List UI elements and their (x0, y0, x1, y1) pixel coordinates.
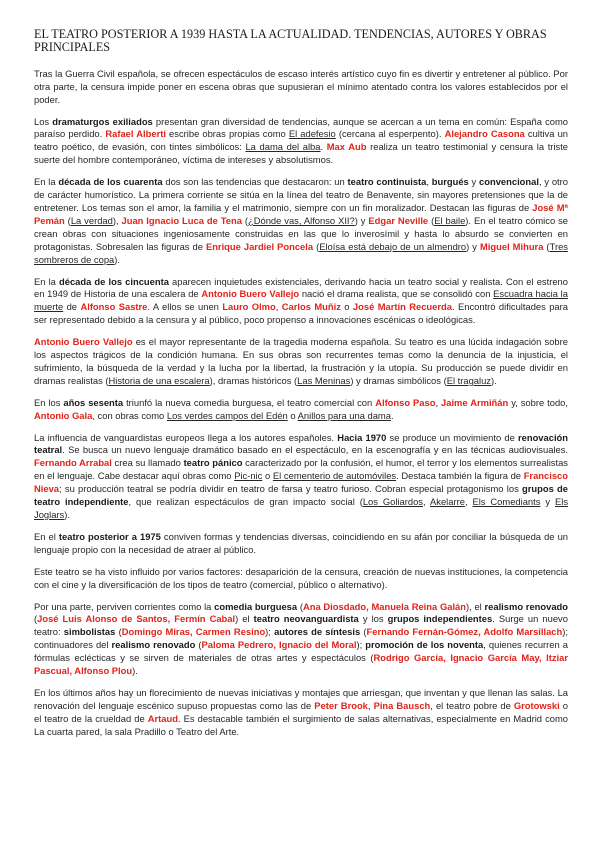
text-run: . (390, 409, 394, 421)
paragraph-ultimos-anos (34, 687, 568, 739)
key-term: burgués (431, 176, 469, 188)
author-name: Enrique Jardiel Poncela (205, 240, 314, 252)
text-run: aparecen inquietudes existenciales, derivando hacia un teatro social y realista. Con el estreno en 1949 de Historia de una escalera de (34, 275, 568, 300)
key-term: convencional (479, 176, 539, 188)
paragraph-posterior-1975 (34, 531, 568, 557)
text-run: , que realizan espectáculos de gran impacto social ( (128, 496, 363, 508)
author-name: Paloma Pedrero, Ignacio del Moral (201, 639, 357, 651)
text-run: ); (356, 639, 366, 651)
text-run: crea su llamado (111, 457, 184, 469)
text-run: , (426, 176, 432, 188)
text-run: Este teatro se ha visto influido por varios factores: desaparición de la censura, creación de nuevas instituciones, la competencia con el cine y la diversificación de los tipos de teatro (comercial, público o alternativo). (34, 565, 568, 590)
key-term: renovación teatral (34, 431, 568, 456)
key-term: Hacia 1970 (337, 431, 387, 443)
text-run: ( (115, 626, 122, 638)
author-name: Pina Bausch (373, 699, 431, 711)
text-run: ( (195, 639, 202, 651)
text-run: ( (360, 626, 367, 638)
author-name: Juan Ignacio Luca de Tena (121, 214, 242, 226)
author-name: Domingo Miras, Carmen Resino (121, 626, 266, 638)
text-run: , con obras como (92, 409, 167, 421)
author-name: José Mª Pemán (34, 201, 568, 226)
text-run: ) y (466, 240, 480, 252)
text-run: , y otro de carácter humorístico. La primera corriente se sitúa en la línea del teatro de Benavente, sin mayores pretensiones que la de entretener. Los temas son el amor, la familia y el matrimonio, siempre con un fin moralizador. Destacan las figuras de (34, 176, 568, 213)
key-term: grupos independientes (387, 613, 493, 625)
author-name: Alfonso Sastre (80, 301, 148, 313)
text-run: ( (543, 240, 550, 252)
text-run: y (468, 176, 480, 188)
text-run: En la (34, 275, 59, 287)
text-run: En los últimos años hay un florecimiento de nuevas iniciativas y montajes que arriesgan, que inventan y que llenan las salas. La renovación del lenguaje escénico supuso propuestas como las de (34, 686, 568, 711)
text-run: ), dramas históricos ( (209, 374, 298, 386)
author-name: Edgar Neville (368, 214, 429, 226)
text-run: , (423, 496, 431, 508)
key-term: simbolistas (63, 626, 116, 638)
work-title: El cementerio de automóviles (272, 470, 397, 482)
text-run: realiza un teatro testimonial y censura la triste suerte del hombre contemporáneo, víctima de intereses y absolutismos. (34, 141, 569, 166)
author-name: Fernando Fernán-Gómez, Adolfo Marsillach (366, 626, 563, 638)
author-name: Ana Diosdado, Manuela Reina Galán (302, 600, 467, 612)
text-run: ( (297, 600, 303, 612)
paragraph-factores (34, 566, 568, 592)
author-name: José Martín Recuerda (352, 301, 452, 313)
text-run: ), (112, 214, 122, 226)
author-name: Antonio Buero Vallejo (201, 288, 300, 300)
text-run: . Destaca también la figura de (396, 470, 524, 482)
key-term: teatro neovanguardista (253, 613, 359, 625)
key-term: teatro posterior a 1975 (58, 530, 161, 542)
author-name: Rafael Alberti (105, 128, 166, 140)
paragraph-cuarenta (34, 176, 568, 266)
text-run: . (320, 141, 327, 153)
text-run: caracterizado por la confusión, el humor, el terror y los elementos surrealistas en el lenguaje. Cabe destacar aquí obras como (34, 457, 568, 482)
document-page (34, 28, 568, 748)
text-run: . Es destacable también el surgimiento de salas alternativas, especialmente en Madrid como La cuarta pared, la sala Pradillo o Teatro del Arte. (34, 712, 569, 737)
text-run: ( (428, 214, 435, 226)
text-run: En la (34, 176, 59, 188)
key-term: teatro pánico (183, 457, 243, 469)
text-run: ). (114, 253, 120, 265)
key-term: años sesenta (63, 396, 124, 408)
author-name: Peter Brook (314, 699, 368, 711)
work-title: Els Comediants (472, 496, 541, 508)
text-run: ); continuadores del (34, 626, 568, 651)
text-run: , el teatro pobre de (430, 699, 514, 711)
work-title: La verdad (70, 214, 113, 226)
author-name: Antonio Gala (34, 409, 93, 421)
text-run: (cercana al esperpento). (335, 128, 445, 140)
paragraph-exiliados (34, 116, 568, 168)
text-run: dos son las tendencias que destacaron: un (162, 176, 348, 188)
key-term: realismo renovado (111, 639, 196, 651)
work-title: Eloísa está debajo de un almendro (319, 240, 467, 252)
text-run: , (435, 396, 442, 408)
author-name: Antonio Buero Vallejo (34, 336, 133, 348)
text-run: y (540, 496, 555, 508)
text-run: Por una parte, perviven corrientes como la (34, 600, 215, 612)
work-title: Els Joglars (34, 496, 569, 520)
author-name: Max Aub (326, 141, 367, 153)
text-run: ) y dramas simbólicos ( (350, 374, 447, 386)
text-run: o el teatro de la crueldad de (34, 699, 568, 724)
author-name: Miguel Mihura (479, 240, 544, 252)
text-run: ). (64, 509, 70, 520)
paragraph-renovacion (34, 432, 568, 522)
text-run: ( (34, 613, 38, 625)
author-name: Jaime Armiñán (441, 396, 509, 408)
key-term: década de los cuarenta (58, 176, 163, 188)
text-run: ). (490, 374, 497, 386)
text-run: o (287, 409, 298, 421)
key-term: realismo renovado (484, 600, 568, 612)
work-title: Historia de una escalera (108, 374, 210, 386)
text-run: escribe obras propias como (165, 128, 289, 140)
work-title: Los verdes campos del Edén (166, 409, 288, 421)
text-run: o (340, 301, 353, 313)
paragraph-cincuenta (34, 276, 568, 328)
author-name: Grotowski (513, 699, 560, 711)
work-title: Anillos para una dama (297, 409, 391, 421)
work-title: ¿Dónde vas, Alfonso XII? (247, 214, 355, 226)
text-run: . Encontró dificultades para ser representado debido a la censura y al público, poco propenso a innovaciones escénicas o ideológicas. (34, 301, 568, 326)
text-run: , (275, 301, 282, 313)
work-title: La dama del alba (245, 141, 321, 153)
text-run: , (367, 699, 374, 711)
key-term: década de los cincuenta (59, 275, 169, 287)
author-name: Carlos Muñiz (281, 301, 341, 313)
work-title: Los Goliardos (362, 496, 423, 508)
text-run: triunfó la nueva comedia burguesa, el teatro comercial con (123, 396, 376, 408)
document-title: EL TEATRO POSTERIOR A 1939 HASTA LA ACTUALIDAD. TENDENCIAS, AUTORES Y OBRAS PRINCIPALES (34, 27, 547, 55)
text-run: Tras la Guerra Civil española, se ofrecen espectáculos de escaso interés artístico cuyo fin es divertir y entretener al público. Por otra parte, la censura impide poner en escena obras que supusieran el mínimo atentado contra los valores establecidos por el poder. (34, 67, 568, 105)
text-run: conviven formas y tendencias diversas, coincidiendo en su afán por conciliar la búsqueda de un lenguaje propio con la necesidad de atraer al público. (34, 530, 569, 555)
work-title: Tres sombreros de copa (34, 240, 568, 265)
work-title: Las Meninas (297, 374, 351, 386)
key-term: teatro continuista (347, 176, 427, 188)
text-run: ). En el teatro cómico se crean obras con situaciones ingeniosamente construidas en las que lo inverosímil y hasta lo absurdo se convierten en protagonistas. Sobresalen las figuras de (34, 214, 568, 252)
work-title: Akelarre (430, 496, 465, 508)
paragraph-buero-vallejo (34, 336, 568, 388)
work-title: El baile (434, 214, 466, 226)
text-run: En el (34, 530, 59, 542)
work-title: El tragaluz (446, 374, 491, 386)
paragraph-intro (34, 68, 568, 107)
author-name: Fernando Arrabal (34, 457, 112, 469)
text-run: En los (34, 396, 64, 408)
text-run: ) y (354, 214, 369, 226)
text-run: ), el (466, 600, 485, 612)
text-run: La influencia de vanguardistas europeos llega a los autores españoles. (34, 431, 338, 443)
text-run: o (262, 470, 273, 482)
key-term: grupos de teatro independiente (34, 483, 568, 508)
work-title: El adefesio (288, 128, 336, 140)
paragraph-sesenta (34, 397, 568, 423)
key-term: comedia burguesa (214, 600, 298, 612)
text-run: ( (313, 240, 320, 252)
text-run: es el mayor representante de la tragedia moderna española. Su teatro es una lúcida indagación sobre los aspectos trágicos de la condición humana. En sus obras son recurrentes temas como la denuncia de la injusticia, el sufrimiento, la búsqueda de la verdad y la lucha por la libertad, la frustración y la utopía. Su producción se puede dividir en dramas realistas ( (34, 336, 568, 386)
text-run: presentan gran diversidad de tendencias, aunque se acercan a un tema en común: España como paraíso perdido. (34, 115, 568, 140)
key-term: autores de síntesis (274, 626, 361, 638)
author-name: José Luis Alonso de Santos, Fermín Cabal (37, 613, 236, 625)
work-title: Pic-nic (234, 470, 263, 482)
author-name: Lauro Olmo (222, 301, 276, 313)
text-run: . Se busca un nuevo lenguaje dramático basado en el espectáculo, en la escenografía y en las técnicas audiovisuales. (62, 444, 568, 456)
text-run: se produce un movimiento de (386, 431, 518, 443)
text-run: nació el drama realista, que se consolidó con (299, 288, 494, 300)
text-run: de (63, 301, 81, 313)
paragraph-corrientes (34, 601, 568, 678)
text-run: cultiva un teatro poético, de evasión, con tintes simbólicos: (34, 128, 568, 153)
text-run: . Surge un nuevo teatro: (34, 613, 568, 638)
author-name: Rodrigo García, Ignacio García May, Itziar Pascual, Alfonso Plou (34, 652, 568, 677)
key-term: promoción de los noventa (365, 639, 484, 651)
text-run: ); (265, 626, 275, 638)
author-name: Francisco Nieva (34, 470, 568, 495)
text-run: ( (64, 214, 71, 226)
key-term: dramaturgos exiliados (52, 115, 153, 127)
author-name: Alejandro Casona (444, 128, 525, 140)
author-name: Artaud (147, 712, 178, 724)
text-run: ; su producción teatral se podría dividir en teatro de farsa y teatro furioso. Cobran especial protagonismo los (59, 483, 523, 495)
work-title: Escuadra hacia la muerte (34, 288, 568, 313)
text-run: ( (241, 214, 248, 226)
text-run: Los (34, 115, 53, 127)
text-run: y, sobre todo, (508, 396, 568, 408)
text-run: ) el (235, 613, 254, 625)
text-run: , (464, 496, 473, 508)
author-name: Alfonso Paso (375, 396, 436, 408)
text-run: ). (132, 665, 138, 677)
text-run: . A ellos se unen (147, 301, 223, 313)
text-run: , quienes recurren a fórmulas eclécticas y se sirven de materiales de otras artes y espectáculos ( (34, 639, 568, 664)
text-run: y los (358, 613, 388, 625)
